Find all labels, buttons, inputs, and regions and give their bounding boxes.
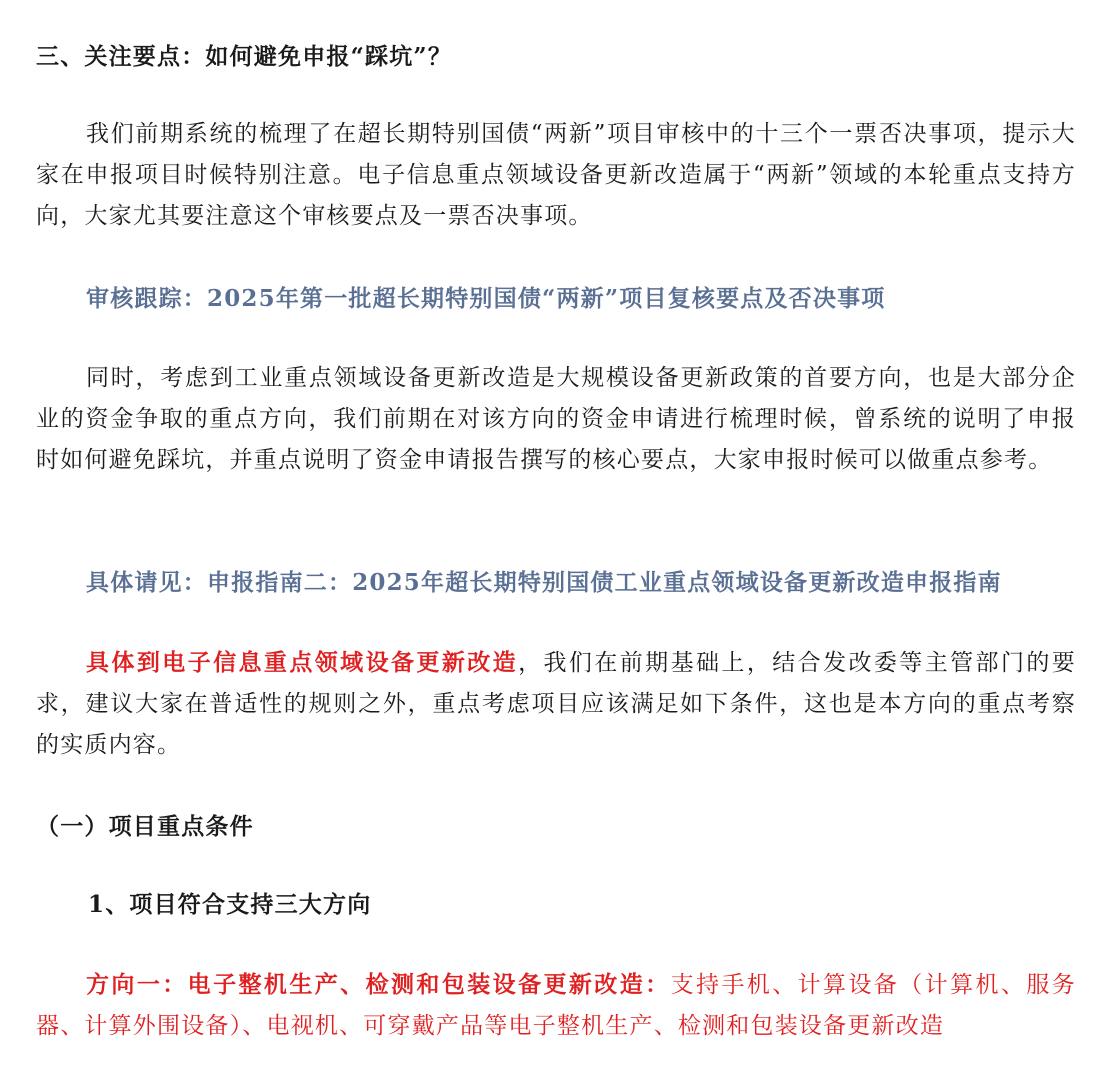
paragraph-electronic-info — [36, 642, 1076, 766]
paragraph-electronic-info-rest: ，我们在前期基础上，结合发改委等主管部门的要求，建议大家在普适性的规则之外，重点考虑项目应该满足如下条件，这也是本方向的重点考察的实质内容。 — [36, 650, 1077, 758]
section-heading: 三、关注要点：如何避免申报“踩坑”？ — [36, 43, 453, 70]
link-application-guide[interactable]: 具体请见：申报指南二：2025年超长期特别国债工业重点领域设备更新改造申报指南 — [86, 569, 1002, 596]
link-review-tracking[interactable]: 审核跟踪：2025年第一批超长期特别国债“两新”项目复核要点及否决事项 — [86, 285, 886, 312]
direction-one-body: 支持手机、计算设备（计算机、服务器、计算外围设备）、电视机、可穿戴产品等电子整机生产、检测和包装设备更新改造 — [36, 972, 1076, 1039]
paragraph-industrial-direction: 同时，考虑到工业重点领域设备更新改造是大规模设备更新政策的首要方向，也是大部分企业的资金争取的重点方向，我们前期在对该方向的资金申请进行梳理时候，曾系统的说明了申报时如何避免踩坑，并重点说明了资金申请报告撰写的核心要点，大家申报时候可以做重点参考。 — [36, 365, 1076, 473]
highlight-electronic-info: 具体到电子信息重点领域设备更新改造 — [86, 649, 519, 676]
paragraph-direction-one — [36, 964, 1076, 1047]
subheading-key-conditions: （一）项目重点条件 — [36, 813, 254, 840]
subheading-three-directions: 1、项目符合支持三大方向 — [88, 891, 372, 918]
paragraph-review-items: 我们前期系统的梳理了在超长期特别国债“两新”项目审核中的十三个一票否决事项，提示大家在申报项目时候特别注意。电子信息重点领域设备更新改造属于“两新”领域的本轮重点支持方向，大家尤其要注意这个审核要点及一票否决事项。 — [36, 121, 1076, 229]
direction-one-title: 方向一：电子整机生产、检测和包装设备更新改造： — [86, 971, 671, 998]
